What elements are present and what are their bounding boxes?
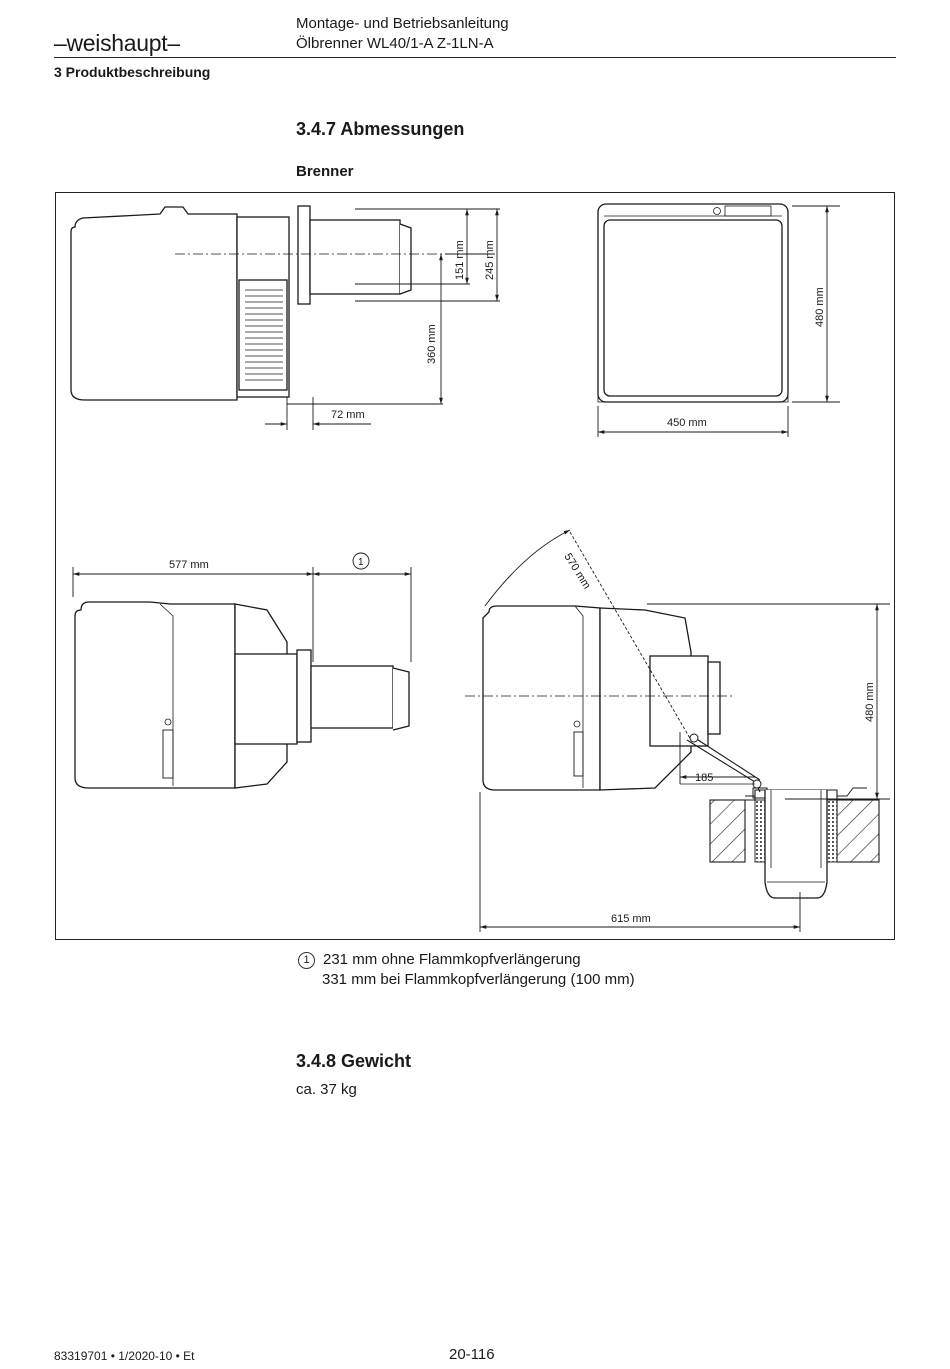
dim-72-label: 72 mm [331,409,365,421]
note-text-2: 331 mm bei Flammkopfverlängerung (100 mm) [322,971,635,988]
note-number-badge: 1 [298,952,315,969]
product-name: Ölbrenner WL40/1-A Z-1LN-A [296,35,494,52]
top-view [75,602,409,788]
note-line-1 [298,951,581,969]
dim-185-label: 185 [695,772,714,784]
weight-value: ca. 37 kg [296,1081,357,1098]
callout-1-label: 1 [358,557,364,568]
dim-360-label: 360 mm [426,324,438,364]
header-divider [54,57,896,58]
dim-245-label: 245 mm [484,240,496,280]
dim-577-label: 577 mm [169,559,209,571]
front-dim-450-label: 450 mm [667,417,707,429]
page-number: 20-116 [449,1346,495,1363]
chapter-label: 3 Produktbeschreibung [54,64,211,80]
weight-heading: 3.4.8 Gewicht [296,1051,412,1071]
hinged-view [465,606,879,898]
hinged-dim-480-label: 480 mm [864,682,876,722]
document-type: Montage- und Betriebsanleitung [296,15,509,32]
front-dim-480-label: 480 mm [814,287,826,327]
burner-subheading: Brenner [296,163,354,180]
front-view [598,204,788,402]
note-text-1: 231 mm ohne Flammkopfverlängerung [323,951,581,968]
dim-570-label: 570 mm [561,551,593,592]
dim-151-label: 151 mm [454,240,466,280]
dimensions-heading: 3.4.7 Abmessungen [296,119,465,139]
dim-615-label: 615 mm [611,913,651,925]
side-view [71,206,450,400]
document-number: 83319701 • 1/2020-10 • Et [54,1349,195,1363]
dimension-drawing [55,192,895,940]
brand-logo: –weishaupt– [54,30,180,56]
